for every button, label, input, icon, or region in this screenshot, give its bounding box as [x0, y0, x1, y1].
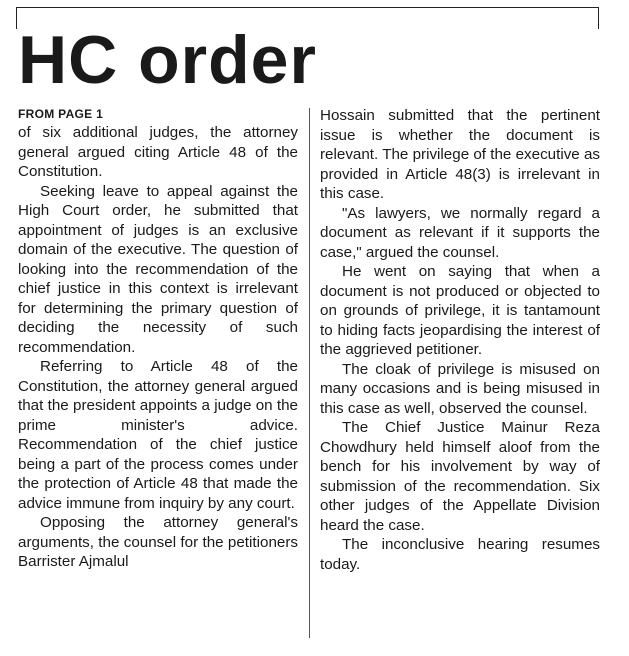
headline: HC order	[18, 22, 317, 98]
top-border-rule	[16, 7, 598, 8]
paragraph: Opposing the attorney general's arguments, the counsel for the petitioners Barrister Ajmalul	[18, 514, 298, 570]
paragraph: He went on saying that when a document is not produced or objected to on grounds of privilege, it is tantamount to hiding facts jeopardising the interest of the aggrieved petitioner.	[320, 263, 600, 358]
left-border-rule	[16, 7, 17, 29]
continuation-kicker: FROM PAGE 1	[18, 107, 104, 121]
paragraph: The cloak of privilege is misused on many occasions and is being misused in this case as well, observed the counsel.	[320, 360, 600, 417]
column-divider	[309, 108, 310, 638]
paragraph: The Chief Justice Mainur Reza Chowdhury held himself aloof from the bench for his involvement by way of submission of the recommendation. Six other judges of the Appellate Division heard the case.	[320, 419, 600, 534]
paragraph: The inconclusive hearing resumes today.	[320, 536, 600, 573]
left-column	[18, 106, 298, 572]
paragraph: "As lawyers, we normally regard a document as relevant if it supports the case," argued the counsel.	[320, 204, 600, 261]
paragraph: Hossain submitted that the pertinent issue is whether the document is relevant. The privilege of the executive as provided in Article 48(3) is irrelevant in this case.	[320, 107, 601, 202]
right-border-rule	[598, 7, 599, 29]
right-column	[320, 106, 600, 574]
paragraph: Referring to Article 48 of the Constitution, the attorney general argued that the president appoints a judge on the prime minister's advice. Recommendation of the chief justice being a part of the process comes under the protection of Article 48 that made the advice immune from inquiry by any court.	[18, 358, 298, 512]
paragraph: of six additional judges, the attorney general argued citing Article 48 of the Constitution.	[18, 124, 298, 180]
paragraph: Seeking leave to appeal against the High Court order, he submitted that appointment of judges is an exclusive domain of the executive. The question of looking into the recommendation of the chief justice in this context is irrelevant for determining the primary question of deciding the necessity of such recommendation.	[18, 182, 298, 356]
